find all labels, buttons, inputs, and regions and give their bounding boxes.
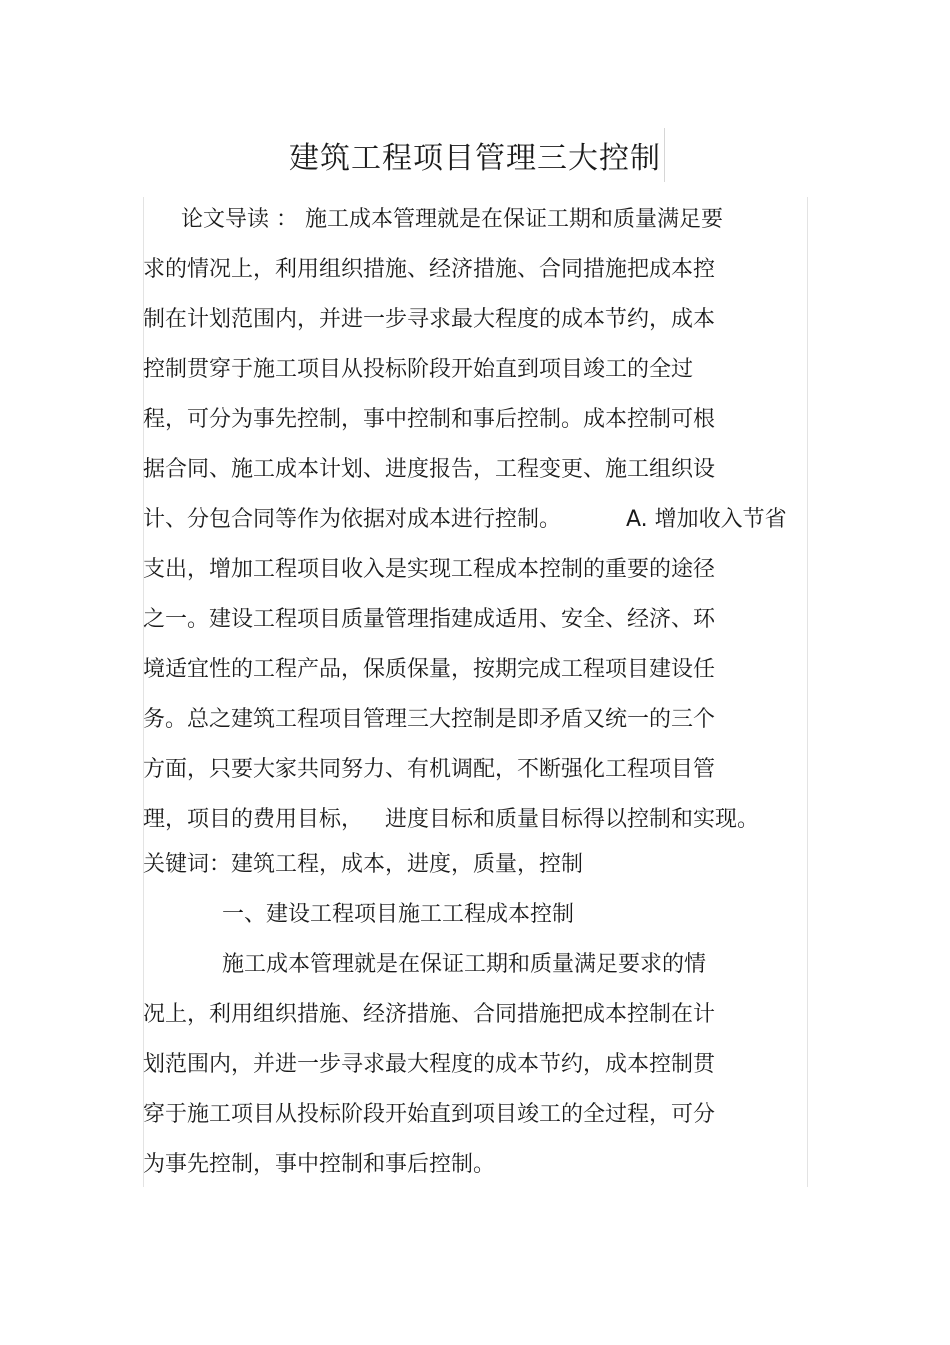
- abstract-line: 之一。建设工程项目质量管理指建成适用、安全、经济、环: [143, 607, 716, 632]
- body-line: 穿于施工项目从投标阶段开始直到项目竣工的全过程，可分: [143, 1102, 716, 1127]
- text-frame-right-border: [807, 197, 808, 1187]
- abstract-line: 程，可分为事先控制，事中控制和事后控制。成本控制可根: [143, 407, 716, 432]
- abstract-line: 控制贯穿于施工项目从投标阶段开始直到项目竣工的全过: [143, 357, 694, 382]
- abstract-line: 论文导读 ： 施工成本管理就是在保证工期和质量满足要: [181, 207, 723, 232]
- body-line: 为事先控制，事中控制和事后控制。: [143, 1152, 496, 1177]
- body-line: 况上，利用组织措施、经济措施、合同措施把成本控制在计: [143, 1002, 716, 1027]
- abstract-line: 方面，只要大家共同努力、有机调配，不断强化工程项目管: [143, 757, 716, 782]
- abstract-line: 计、分包合同等作为依据对成本进行控制。: [143, 507, 562, 532]
- section-heading: 一、建设工程项目施工工程成本控制: [222, 902, 575, 927]
- abstract-line: 据合同、施工成本计划、进度报告，工程变更、施工组织设: [143, 457, 716, 482]
- abstract-line: 进度目标和质量目标得以控制和实现。: [385, 807, 760, 832]
- abstract-line: 理，项目的费用目标，: [143, 807, 364, 832]
- abstract-line: 支出，增加工程项目收入是实现工程成本控制的重要的途径: [143, 557, 716, 582]
- abstract-line: 务。总之建筑工程项目管理三大控制是即矛盾又统一的三个: [143, 707, 716, 732]
- abstract-line: 制在计划范围内，并进一步寻求最大程度的成本节约，成本: [143, 307, 716, 332]
- abstract-line: 境适宜性的工程产品，保质保量，按期完成工程项目建设任: [143, 657, 716, 682]
- abstract-line-inline-heading: A. 增加收入节省: [626, 507, 787, 532]
- document-title: 建筑工程项目管理三大控制: [289, 141, 661, 176]
- body-line: 施工成本管理就是在保证工期和质量满足要求的情: [222, 952, 707, 977]
- keywords: 关键词：建筑工程，成本，进度，质量，控制: [143, 852, 584, 877]
- body-line: 划范围内，并进一步寻求最大程度的成本节约，成本控制贯: [143, 1052, 716, 1077]
- title-divider: [664, 128, 665, 182]
- abstract-line: 求的情况上，利用组织措施、经济措施、合同措施把成本控: [143, 257, 716, 282]
